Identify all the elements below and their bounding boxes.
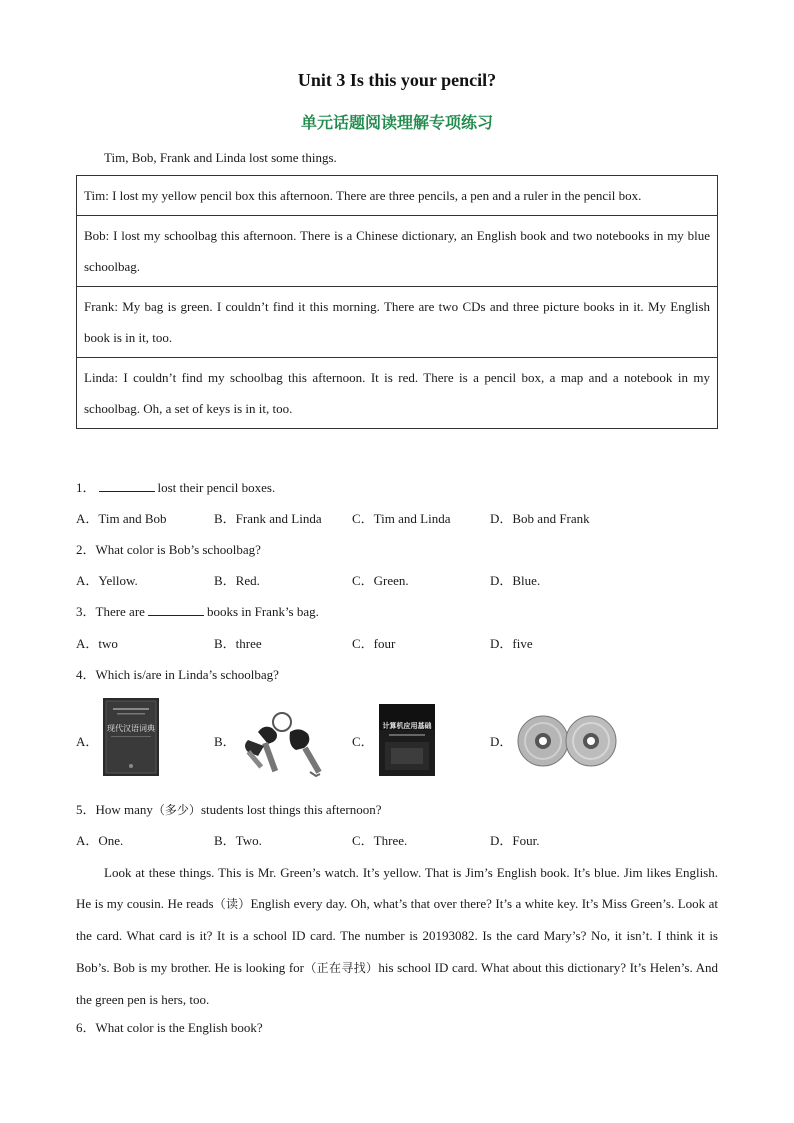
option-b[interactable]: B．Red. — [214, 573, 260, 588]
question-4: 4．Which is/are in Linda’s schoolbag? — [76, 667, 279, 682]
section-subtitle: 单元话题阅读理解专项练习 — [300, 113, 493, 132]
computer-book-image[interactable] — [379, 704, 435, 776]
question-text: lost their pencil boxes. — [157, 480, 276, 495]
option-b[interactable]: B．three — [214, 636, 262, 651]
question-3 — [76, 601, 319, 620]
reading-passage — [76, 857, 718, 1015]
table-cell: Tim: I lost my yellow pencil box this afternoon. There are three pencils, a pen and a ruler in the pencil box. — [77, 176, 718, 216]
question-6: 6．What color is the English book? — [76, 1020, 263, 1035]
answer-blank — [148, 604, 204, 616]
question-5-options — [76, 830, 636, 848]
option-d[interactable]: D．Four. — [490, 833, 540, 848]
table-row — [77, 358, 718, 429]
option-a[interactable]: A．One. — [76, 833, 124, 848]
question-2: 2．What color is Bob’s schoolbag? — [76, 542, 261, 557]
chinese-gloss: （多少） — [152, 803, 201, 817]
option-c[interactable]: C．Green. — [352, 573, 409, 588]
option-b[interactable]: B．Frank and Linda — [214, 511, 322, 526]
passage-intro: Tim, Bob, Frank and Linda lost some things. — [104, 150, 337, 165]
option-b[interactable]: B．Two. — [214, 833, 262, 848]
question-number: 1． — [76, 480, 96, 495]
question-text-end: students lost things this afternoon? — [200, 802, 382, 817]
question-2-options — [76, 570, 636, 588]
question-text-start: 5．How many — [76, 802, 153, 817]
answer-blank — [99, 480, 155, 492]
option-c[interactable]: C．Three. — [352, 833, 408, 848]
option-d[interactable]: D． — [490, 734, 513, 749]
question-3-options — [76, 633, 636, 651]
question-text-start: 3．There are — [76, 604, 145, 619]
passage-text: English every day. Oh, what’s that over there? It’s a white key. It’s Miss Green’s. Look at the card. What card is it? It is a school ID card. The number is 20193082. Is the card Mary’s? No, it isn’t. I think it is Bob’s. Bob is my brother. He is looking for — [76, 896, 718, 975]
table-cell: Linda: I couldn’t find my schoolbag this afternoon. It is red. There is a pencil box, a map and a notebook in my schoolbag. Oh, a set of keys is in it, too. — [77, 358, 718, 429]
option-a[interactable]: A．Yellow. — [76, 573, 138, 588]
question-5 — [76, 799, 381, 818]
lost-items-table — [76, 175, 718, 429]
table-cell: Frank: My bag is green. I couldn’t find it this morning. There are two CDs and three picture books in it. My English book is in it, too. — [77, 287, 718, 358]
option-c[interactable]: C．Tim and Linda — [352, 511, 451, 526]
option-d[interactable]: D．five — [490, 636, 533, 651]
passage-text: Look at these things. This is Mr. Green’s watch. It’s yellow. That is Jim’s English book. It’s blue. Jim likes English. He is my cousin. He reads — [76, 865, 718, 912]
option-a[interactable]: A．two — [76, 636, 118, 651]
chinese-gloss: （读） — [213, 897, 251, 912]
question-1 — [76, 477, 275, 496]
table-row — [77, 287, 718, 358]
table-row — [77, 216, 718, 287]
keys-image[interactable] — [240, 710, 332, 780]
dictionary-cover-title: 现代汉语词典 — [107, 724, 155, 733]
option-d[interactable]: D．Blue. — [490, 573, 541, 588]
option-c[interactable]: C． — [352, 734, 374, 749]
dictionary-image[interactable] — [103, 698, 159, 776]
table-row — [77, 176, 718, 216]
chinese-gloss: （正在寻找） — [304, 960, 379, 975]
option-c[interactable]: C．four — [352, 636, 396, 651]
question-1-options — [76, 508, 636, 526]
option-a[interactable]: A． — [76, 734, 99, 749]
question-text-end: books in Frank’s bag. — [206, 604, 319, 619]
page-title: Unit 3 Is this your pencil? — [297, 70, 497, 90]
option-d[interactable]: D．Bob and Frank — [490, 511, 590, 526]
book-cover-title: 计算机应用基础 — [382, 722, 432, 730]
option-b[interactable]: B． — [214, 734, 236, 749]
cds-image[interactable] — [517, 714, 619, 768]
option-a[interactable]: A．Tim and Bob — [76, 511, 167, 526]
table-cell: Bob: I lost my schoolbag this afternoon. There is a Chinese dictionary, an English book and two notebooks in my blue schoolbag. — [77, 216, 718, 287]
passage-text: his school ID card. What about this dictionary? It’s Helen’s. And the green pen is hers, too. — [76, 959, 718, 1007]
